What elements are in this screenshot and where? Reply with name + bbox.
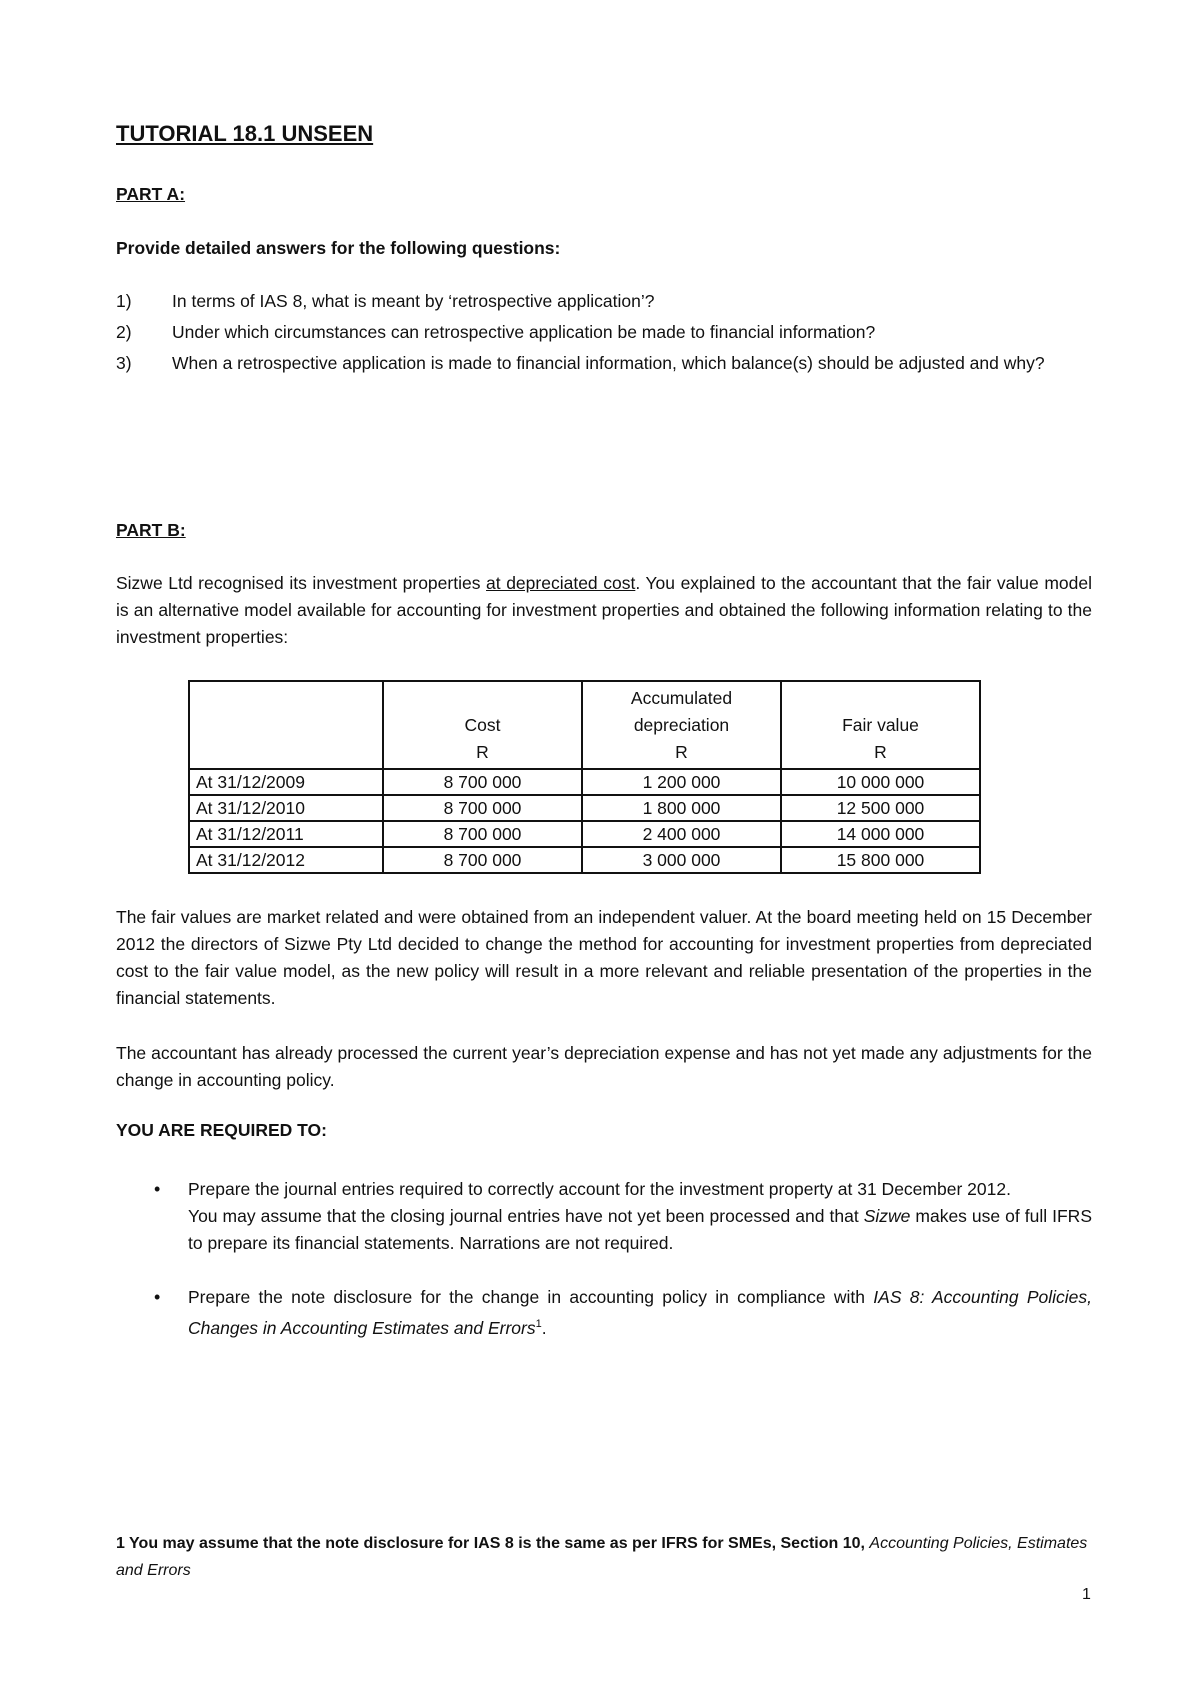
header-fair-value	[781, 681, 980, 769]
required-item	[116, 1284, 1092, 1342]
fv-cell: 14 000 000	[781, 821, 980, 847]
question-number: 1)	[116, 291, 132, 311]
cost-cell: 8 700 000	[383, 795, 582, 821]
question-text: In terms of IAS 8, what is meant by ‘retrospective application’?	[172, 291, 655, 311]
footnote-marker: 1	[535, 1318, 542, 1330]
item-text: Prepare the note disclosure for the change in accounting policy in compliance with	[188, 1287, 874, 1307]
required-item-1-note	[188, 1203, 1092, 1257]
question-text: Under which circumstances can retrospective application be made to financial information?	[172, 322, 876, 342]
intro-text: Sizwe Ltd recognised its investment properties	[116, 573, 487, 593]
footnote-text: 1 You may assume that the note disclosure for IAS 8 is the same as per IFRS for SMEs, Section 10,	[116, 1535, 870, 1552]
required-item-1-text: Prepare the journal entries required to correctly account for the investment property at 31 December 2012.	[188, 1179, 1011, 1199]
table-row	[189, 769, 980, 795]
header-fv-unit: R	[874, 742, 887, 762]
footnote-italic: Accounting Policies, Estimates and Errors	[116, 1535, 1088, 1579]
header-accum-dep	[582, 681, 781, 769]
header-cost-unit: R	[476, 742, 489, 762]
part-b-paragraph-2: The accountant has already processed the current year’s depreciation expense and has not yet made any adjustments for the change in accounting policy.	[116, 1043, 1092, 1090]
document-title: TUTORIAL 18.1 UNSEEN	[116, 121, 374, 146]
required-list	[116, 1176, 1092, 1342]
bullet-icon: •	[154, 1287, 161, 1307]
part-a-question-list	[116, 288, 1092, 381]
row-label: At 31/12/2011	[189, 821, 383, 847]
page-number: 1	[1082, 1586, 1091, 1603]
table-row	[189, 847, 980, 873]
question-text: When a retrospective application is made to financial information, which balance(s) should be adjusted and why?	[172, 353, 1045, 373]
footnote	[116, 1530, 1092, 1584]
row-label: At 31/12/2009	[189, 769, 383, 795]
required-item-2-text	[188, 1284, 1092, 1342]
question-item	[116, 350, 1092, 377]
part-b-heading: PART B:	[116, 520, 186, 540]
row-label: At 31/12/2010	[189, 795, 383, 821]
part-b-intro	[116, 570, 1092, 651]
investment-property-table	[188, 680, 981, 874]
dep-cell: 3 000 000	[582, 847, 781, 873]
part-a-heading: PART A:	[116, 184, 186, 204]
fv-cell: 15 800 000	[781, 847, 980, 873]
dep-cell: 1 800 000	[582, 795, 781, 821]
part-b-paragraph-1: The fair values are market related and were obtained from an independent valuer. At the board meeting held on 15 December 2012 the directors of Sizwe Pty Ltd decided to change the method for accounting for investment properties from depreciated cost to the fair value model, as the new policy will result in a more relevant and reliable presentation of the properties in the financial statements.	[116, 907, 1092, 1008]
table-header-row	[189, 681, 980, 769]
fv-cell: 10 000 000	[781, 769, 980, 795]
cost-cell: 8 700 000	[383, 821, 582, 847]
dep-cell: 2 400 000	[582, 821, 781, 847]
question-number: 2)	[116, 322, 132, 342]
table-row	[189, 821, 980, 847]
note-text: You may assume that the closing journal entries have not yet been processed and that	[188, 1206, 864, 1226]
intro-text-rest: . You explained to the accountant that the fair value model is an alternative model available for accounting for investment properties and obtained the following information relating to the investment properties:	[116, 573, 1092, 647]
required-item	[116, 1176, 1092, 1257]
part-a-instruction: Provide detailed answers for the following questions:	[116, 238, 561, 258]
header-cost-label: Cost	[464, 715, 501, 735]
dep-cell: 1 200 000	[582, 769, 781, 795]
question-item	[116, 288, 1092, 315]
header-blank	[189, 681, 383, 769]
header-accum-label-1: Accumulated	[630, 688, 733, 708]
bullet-icon: •	[154, 1179, 161, 1199]
note-text-rest: makes use of full IFRS to prepare its financial statements. Narrations are not required.	[188, 1206, 1092, 1253]
table-row	[189, 795, 980, 821]
cost-cell: 8 700 000	[383, 769, 582, 795]
note-italic: Sizwe	[863, 1206, 911, 1226]
item-text-rest: .	[541, 1317, 547, 1338]
header-accum-label-2: depreciation	[633, 715, 730, 735]
header-cost	[383, 681, 582, 769]
item-italic: IAS 8: Accounting Policies, Changes in Accounting Estimates and Errors	[188, 1287, 1092, 1338]
required-heading: YOU ARE REQUIRED TO:	[116, 1120, 327, 1140]
intro-underlined-text: at depreciated cost	[486, 573, 636, 593]
header-fv-label: Fair value	[842, 715, 919, 735]
question-number: 3)	[116, 353, 132, 373]
header-accum-unit: R	[675, 742, 688, 762]
row-label: At 31/12/2012	[189, 847, 383, 873]
question-item	[116, 319, 1092, 346]
fv-cell: 12 500 000	[781, 795, 980, 821]
cost-cell: 8 700 000	[383, 847, 582, 873]
